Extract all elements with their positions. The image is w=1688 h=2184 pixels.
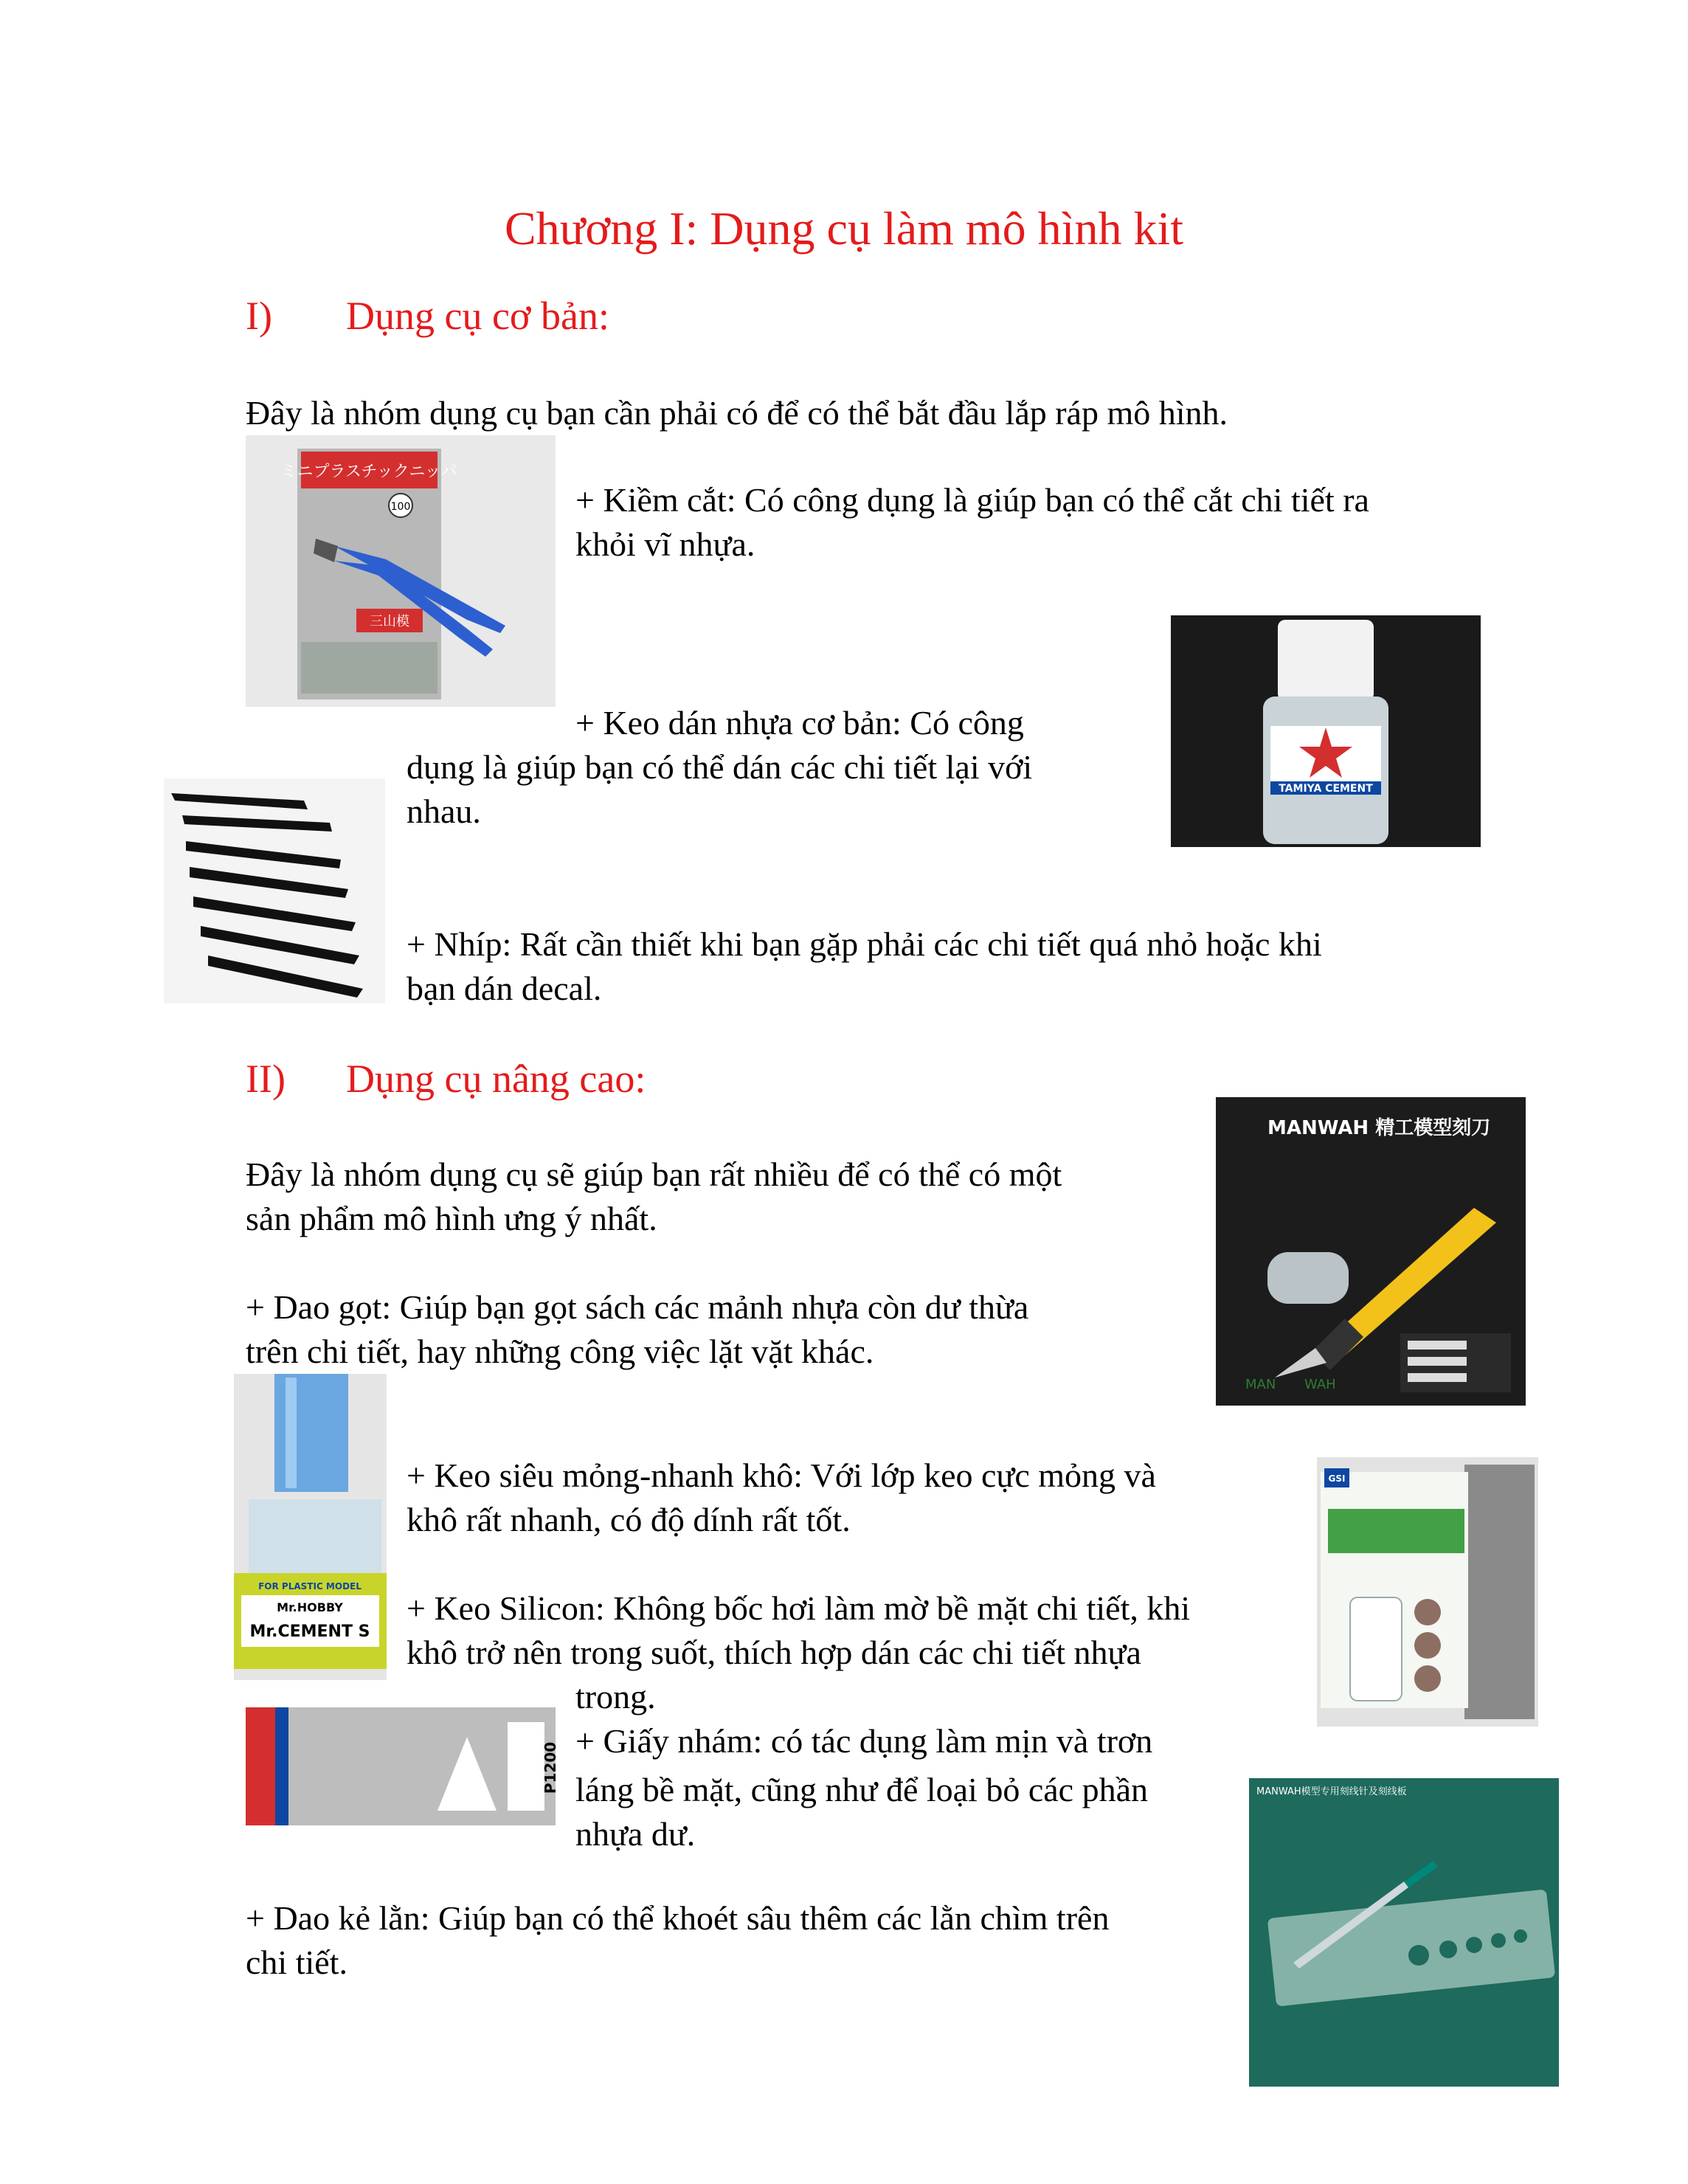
dao-ke-lan-line1: + Dao kẻ lằn: Giúp bạn có thể khoét sâu thêm các lằn chìm trên	[246, 1899, 1110, 1937]
nhip-line1: + Nhíp: Rất cần thiết khi bạn gặp phải các chi tiết quá nhỏ hoặc khi	[407, 925, 1322, 963]
silicone-brand-text: GSI	[1328, 1473, 1346, 1484]
mr-cement-illustration	[234, 1374, 387, 1680]
sandpaper-label: P1200	[542, 1741, 559, 1794]
knife-brand-text: MANWAH 精工模型刻刀	[1267, 1117, 1491, 1139]
dao-ke-lan-line2: chi tiết.	[246, 1943, 347, 1981]
keo-dan-line1: + Keo dán nhựa cơ bản: Có công	[575, 704, 1024, 742]
scriber-image	[1249, 1778, 1559, 2087]
section-2-heading	[246, 1055, 646, 1102]
keo-sieu-mong-line2: khô rất nhanh, có độ dính rất tốt.	[407, 1501, 851, 1538]
cement-bottle-illustration	[1171, 615, 1481, 847]
keo-silicon-line1: + Keo Silicon: Không bốc hơi làm mờ bề mặt chi tiết, khi	[407, 1589, 1191, 1627]
nipper-badge-text: 100	[390, 501, 411, 513]
keo-silicon-line2: khô trở nên trong suốt, thích hợp dán các chi tiết nhựa	[407, 1634, 1141, 1671]
silicone-illustration	[1317, 1457, 1538, 1727]
dao-got-line1: + Dao gọt: Giúp bạn gọt sách các mảnh nhựa còn dư thừa	[246, 1288, 1029, 1326]
manwah-knife-image	[1216, 1097, 1526, 1406]
knife-illustration	[1216, 1097, 1526, 1406]
nipper-header-text: ミニプラスチックニッパ	[280, 463, 457, 481]
knife-logo-left: MAN	[1245, 1377, 1276, 1392]
section-1-number: I)	[246, 294, 272, 338]
scriber-header-text: MANWAH模型专用刻线针及刻线板	[1256, 1786, 1407, 1797]
keo-sieu-mong-line1: + Keo siêu mỏng-nhanh khô: Với lớp keo cực mỏng và	[407, 1456, 1156, 1494]
section-1-heading	[246, 292, 609, 339]
silicone-glue-image	[1317, 1457, 1538, 1727]
nipper-image	[246, 435, 556, 707]
nipper-illustration	[246, 435, 556, 707]
mr-cement-label1: FOR PLASTIC MODEL	[258, 1581, 362, 1592]
mr-cement-label2: Mr.HOBBY	[277, 1600, 343, 1614]
mr-cement-label3: Mr.CEMENT S	[249, 1623, 370, 1641]
knife-logo-right: WAH	[1304, 1377, 1336, 1392]
page-title: Chương I: Dụng cụ làm mô hình kit	[504, 202, 1184, 255]
tamiya-cement-image	[1171, 615, 1481, 847]
giay-nham-line1: + Giấy nhám: có tác dụng làm mịn và trơn	[575, 1722, 1153, 1760]
keo-dan-line2: dụng là giúp bạn có thể dán các chi tiết lại với	[407, 748, 1033, 786]
kiem-cat-line2: khỏi vĩ nhựa.	[575, 525, 755, 563]
section-2-intro-line2: sản phẩm mô hình ưng ý nhất.	[246, 1200, 657, 1237]
dao-got-line2: trên chi tiết, hay những công việc lặt vặt khác.	[246, 1333, 874, 1370]
keo-dan-line3: nhau.	[407, 792, 481, 830]
section-2-title: Dụng cụ nâng cao:	[346, 1057, 646, 1101]
section-2-intro-line1: Đây là nhóm dụng cụ sẽ giúp bạn rất nhiều để có thể có một	[246, 1155, 1062, 1193]
sandpaper-image	[246, 1707, 559, 1825]
section-1-title: Dụng cụ cơ bản:	[346, 294, 609, 338]
sandpaper-illustration	[246, 1707, 559, 1825]
kiem-cat-line1: + Kiềm cắt: Có công dụng là giúp bạn có thể cắt chi tiết ra	[575, 481, 1369, 519]
cement-brand-text: TAMIYA CEMENT	[1279, 783, 1373, 795]
tweezers-image	[164, 778, 385, 1003]
giay-nham-line2: láng bề mặt, cũng như để loại bỏ các phần	[575, 1771, 1149, 1808]
mr-cement-image	[234, 1374, 387, 1680]
tweezers-illustration	[164, 778, 385, 1003]
scriber-illustration	[1249, 1778, 1559, 2087]
section-2-number: II)	[246, 1057, 286, 1101]
nipper-brand-text: 三山模	[370, 614, 409, 629]
keo-silicon-line3: trong.	[575, 1678, 656, 1715]
section-1-intro: Đây là nhóm dụng cụ bạn cần phải có để có thể bắt đầu lắp ráp mô hình.	[246, 394, 1228, 432]
giay-nham-line3: nhựa dư.	[575, 1815, 696, 1853]
nhip-line2: bạn dán decal.	[407, 970, 602, 1007]
